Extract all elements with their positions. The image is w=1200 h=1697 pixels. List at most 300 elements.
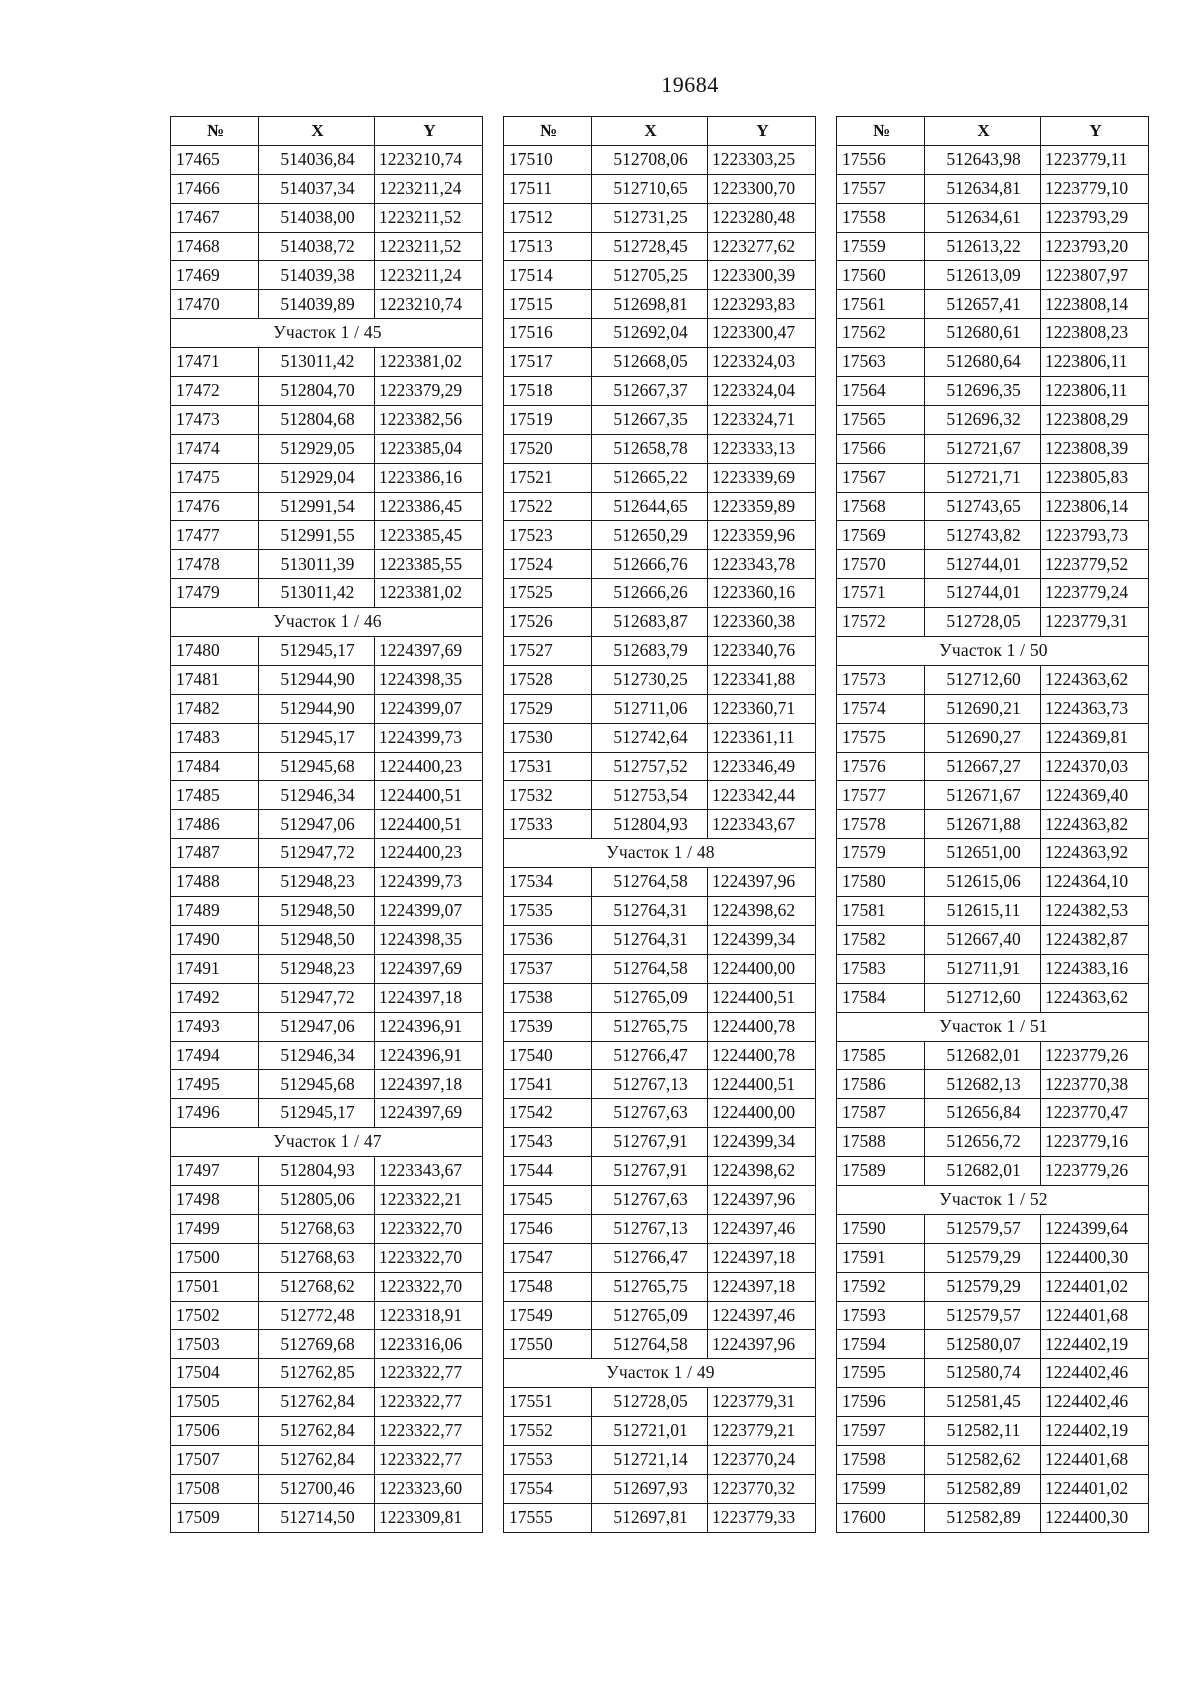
x-coordinate: 512579,29 — [925, 1272, 1041, 1301]
x-coordinate: 514036,84 — [259, 145, 375, 174]
table-row — [171, 1157, 483, 1186]
x-coordinate: 512767,13 — [592, 1070, 708, 1099]
y-coordinate: 1224399,07 — [375, 694, 483, 723]
y-coordinate: 1224399,34 — [708, 925, 816, 954]
point-number: 17511 — [504, 174, 592, 203]
page-number: 19684 — [661, 72, 719, 97]
y-coordinate: 1224382,53 — [1041, 897, 1149, 926]
table-row — [504, 348, 816, 377]
y-coordinate: 1223382,56 — [375, 405, 483, 434]
table-row — [171, 405, 483, 434]
x-coordinate: 512711,06 — [592, 694, 708, 723]
x-coordinate: 512634,61 — [925, 203, 1041, 232]
x-coordinate: 512804,70 — [259, 377, 375, 406]
y-coordinate: 1224400,30 — [1041, 1243, 1149, 1272]
x-coordinate: 514039,38 — [259, 261, 375, 290]
point-number: 17502 — [171, 1301, 259, 1330]
point-number: 17517 — [504, 348, 592, 377]
point-number: 17521 — [504, 463, 592, 492]
table-row — [837, 839, 1149, 868]
x-coordinate: 512714,50 — [259, 1503, 375, 1532]
coordinate-table-2 — [503, 116, 816, 1533]
column-header-number: № — [504, 117, 592, 146]
point-number: 17526 — [504, 608, 592, 637]
point-number: 17559 — [837, 232, 925, 261]
x-coordinate: 512634,81 — [925, 174, 1041, 203]
table-row — [837, 261, 1149, 290]
table-row — [171, 290, 483, 319]
y-coordinate: 1224398,62 — [708, 1157, 816, 1186]
x-coordinate: 512657,41 — [925, 290, 1041, 319]
table-row — [171, 637, 483, 666]
x-coordinate: 512945,17 — [259, 1099, 375, 1128]
table-row — [171, 983, 483, 1012]
x-coordinate: 512721,14 — [592, 1445, 708, 1474]
point-number: 17576 — [837, 752, 925, 781]
table-row — [837, 1359, 1149, 1388]
table-row — [837, 954, 1149, 983]
x-coordinate: 512700,46 — [259, 1474, 375, 1503]
point-number: 17490 — [171, 925, 259, 954]
point-number: 17555 — [504, 1503, 592, 1532]
table-row — [837, 319, 1149, 348]
y-coordinate: 1224401,68 — [1041, 1445, 1149, 1474]
table-row — [171, 463, 483, 492]
y-coordinate: 1224370,03 — [1041, 752, 1149, 781]
y-coordinate: 1224400,00 — [708, 954, 816, 983]
point-number: 17528 — [504, 665, 592, 694]
point-number: 17520 — [504, 434, 592, 463]
x-coordinate: 512804,93 — [592, 810, 708, 839]
table-row — [837, 377, 1149, 406]
x-coordinate: 514037,34 — [259, 174, 375, 203]
point-number: 17524 — [504, 550, 592, 579]
x-coordinate: 512582,89 — [925, 1503, 1041, 1532]
y-coordinate: 1223322,70 — [375, 1243, 483, 1272]
y-coordinate: 1223806,14 — [1041, 492, 1149, 521]
x-coordinate: 512667,37 — [592, 377, 708, 406]
y-coordinate: 1223343,67 — [375, 1157, 483, 1186]
y-coordinate: 1224397,96 — [708, 1330, 816, 1359]
table-row — [504, 1070, 816, 1099]
table-row — [504, 1012, 816, 1041]
y-coordinate: 1223322,77 — [375, 1388, 483, 1417]
x-coordinate: 512667,40 — [925, 925, 1041, 954]
y-coordinate: 1223309,81 — [375, 1503, 483, 1532]
y-coordinate: 1224400,78 — [708, 1041, 816, 1070]
y-coordinate: 1223346,49 — [708, 752, 816, 781]
point-number: 17580 — [837, 868, 925, 897]
point-number: 17493 — [171, 1012, 259, 1041]
x-coordinate: 512768,63 — [259, 1214, 375, 1243]
point-number: 17494 — [171, 1041, 259, 1070]
table-row — [837, 203, 1149, 232]
point-number: 17582 — [837, 925, 925, 954]
table-row — [837, 1503, 1149, 1532]
table-row — [504, 1157, 816, 1186]
x-coordinate: 512744,01 — [925, 579, 1041, 608]
point-number: 17471 — [171, 348, 259, 377]
x-coordinate: 512945,68 — [259, 1070, 375, 1099]
y-coordinate: 1224369,81 — [1041, 723, 1149, 752]
x-coordinate: 512947,72 — [259, 839, 375, 868]
y-coordinate: 1223359,96 — [708, 521, 816, 550]
x-coordinate: 512721,01 — [592, 1417, 708, 1446]
point-number: 17516 — [504, 319, 592, 348]
table-row — [837, 925, 1149, 954]
point-number: 17545 — [504, 1185, 592, 1214]
x-coordinate: 514038,72 — [259, 232, 375, 261]
y-coordinate: 1224399,34 — [708, 1128, 816, 1157]
table-row — [171, 1272, 483, 1301]
x-coordinate: 512765,09 — [592, 983, 708, 1012]
x-coordinate: 512696,35 — [925, 377, 1041, 406]
y-coordinate: 1223211,24 — [375, 261, 483, 290]
y-coordinate: 1223359,89 — [708, 492, 816, 521]
y-coordinate: 1223385,55 — [375, 550, 483, 579]
table-row — [171, 1474, 483, 1503]
x-coordinate: 512582,11 — [925, 1417, 1041, 1446]
section-title: Участок 1 / 45 — [171, 319, 483, 348]
table-row — [171, 434, 483, 463]
table-header-row — [171, 117, 483, 146]
table-row — [504, 897, 816, 926]
y-coordinate: 1223779,11 — [1041, 145, 1149, 174]
x-coordinate: 512768,62 — [259, 1272, 375, 1301]
y-coordinate: 1223808,23 — [1041, 319, 1149, 348]
x-coordinate: 512697,93 — [592, 1474, 708, 1503]
point-number: 17472 — [171, 377, 259, 406]
point-number: 17473 — [171, 405, 259, 434]
y-coordinate: 1223211,24 — [375, 174, 483, 203]
y-coordinate: 1224397,46 — [708, 1301, 816, 1330]
point-number: 17532 — [504, 781, 592, 810]
x-coordinate: 512929,04 — [259, 463, 375, 492]
x-coordinate: 512582,89 — [925, 1474, 1041, 1503]
y-coordinate: 1223360,71 — [708, 694, 816, 723]
point-number: 17495 — [171, 1070, 259, 1099]
x-coordinate: 512728,45 — [592, 232, 708, 261]
point-number: 17465 — [171, 145, 259, 174]
x-coordinate: 512656,72 — [925, 1128, 1041, 1157]
y-coordinate: 1223341,88 — [708, 665, 816, 694]
y-coordinate: 1223385,04 — [375, 434, 483, 463]
x-coordinate: 512682,13 — [925, 1070, 1041, 1099]
table-row — [837, 1330, 1149, 1359]
point-number: 17584 — [837, 983, 925, 1012]
x-coordinate: 512712,60 — [925, 983, 1041, 1012]
y-coordinate: 1223360,16 — [708, 579, 816, 608]
table-row — [171, 579, 483, 608]
table-row — [504, 1388, 816, 1417]
point-number: 17508 — [171, 1474, 259, 1503]
table-row — [171, 521, 483, 550]
table-row — [837, 752, 1149, 781]
x-coordinate: 512671,67 — [925, 781, 1041, 810]
table-row — [504, 810, 816, 839]
x-coordinate: 512712,60 — [925, 665, 1041, 694]
point-number: 17496 — [171, 1099, 259, 1128]
point-number: 17560 — [837, 261, 925, 290]
x-coordinate: 512765,75 — [592, 1012, 708, 1041]
section-title: Участок 1 / 50 — [837, 637, 1149, 666]
y-coordinate: 1223300,39 — [708, 261, 816, 290]
y-coordinate: 1224397,96 — [708, 868, 816, 897]
table-row — [504, 925, 816, 954]
x-coordinate: 512766,47 — [592, 1041, 708, 1070]
y-coordinate: 1223779,31 — [1041, 608, 1149, 637]
point-number: 17554 — [504, 1474, 592, 1503]
table-row — [171, 1503, 483, 1532]
x-coordinate: 512767,63 — [592, 1099, 708, 1128]
point-number: 17491 — [171, 954, 259, 983]
y-coordinate: 1224397,18 — [708, 1243, 816, 1272]
point-number: 17558 — [837, 203, 925, 232]
table-row — [504, 377, 816, 406]
section-row — [504, 839, 816, 868]
y-coordinate: 1223323,60 — [375, 1474, 483, 1503]
table-body — [837, 145, 1149, 1532]
y-coordinate: 1224400,78 — [708, 1012, 816, 1041]
x-coordinate: 512945,17 — [259, 637, 375, 666]
y-coordinate: 1223770,38 — [1041, 1070, 1149, 1099]
table-row — [171, 232, 483, 261]
y-coordinate: 1223806,11 — [1041, 348, 1149, 377]
table-row — [837, 1388, 1149, 1417]
table-row — [504, 1128, 816, 1157]
point-number: 17484 — [171, 752, 259, 781]
x-coordinate: 512766,47 — [592, 1243, 708, 1272]
table-row — [171, 665, 483, 694]
y-coordinate: 1223318,91 — [375, 1301, 483, 1330]
point-number: 17500 — [171, 1243, 259, 1272]
x-coordinate: 512579,57 — [925, 1214, 1041, 1243]
point-number: 17498 — [171, 1185, 259, 1214]
x-coordinate: 512764,58 — [592, 868, 708, 897]
x-coordinate: 512696,32 — [925, 405, 1041, 434]
table-row — [837, 521, 1149, 550]
table-body — [504, 145, 816, 1532]
table-row — [171, 1330, 483, 1359]
point-number: 17574 — [837, 694, 925, 723]
point-number: 17553 — [504, 1445, 592, 1474]
y-coordinate: 1223210,74 — [375, 290, 483, 319]
point-number: 17565 — [837, 405, 925, 434]
column-header-x: X — [592, 117, 708, 146]
table-row — [837, 1157, 1149, 1186]
table-row — [171, 1417, 483, 1446]
x-coordinate: 512671,88 — [925, 810, 1041, 839]
table-header-row — [837, 117, 1149, 146]
x-coordinate: 512728,05 — [925, 608, 1041, 637]
x-coordinate: 512944,90 — [259, 694, 375, 723]
y-coordinate: 1223293,83 — [708, 290, 816, 319]
column-header-y: Y — [708, 117, 816, 146]
table-row — [837, 983, 1149, 1012]
table-row — [504, 752, 816, 781]
y-coordinate: 1224398,35 — [375, 925, 483, 954]
point-number: 17466 — [171, 174, 259, 203]
point-number: 17552 — [504, 1417, 592, 1446]
x-coordinate: 512690,21 — [925, 694, 1041, 723]
x-coordinate: 514039,89 — [259, 290, 375, 319]
point-number: 17586 — [837, 1070, 925, 1099]
y-coordinate: 1223386,16 — [375, 463, 483, 492]
section-title: Участок 1 / 47 — [171, 1128, 483, 1157]
table-row — [504, 1214, 816, 1243]
table-row — [504, 1330, 816, 1359]
x-coordinate: 512708,06 — [592, 145, 708, 174]
point-number: 17492 — [171, 983, 259, 1012]
table-row — [171, 781, 483, 810]
x-coordinate: 512991,54 — [259, 492, 375, 521]
column-header-y: Y — [1041, 117, 1149, 146]
point-number: 17562 — [837, 319, 925, 348]
table-row — [504, 203, 816, 232]
table-row — [837, 723, 1149, 752]
x-coordinate: 512742,64 — [592, 723, 708, 752]
x-coordinate: 512656,84 — [925, 1099, 1041, 1128]
y-coordinate: 1223779,26 — [1041, 1157, 1149, 1186]
point-number: 17476 — [171, 492, 259, 521]
x-coordinate: 512683,79 — [592, 637, 708, 666]
point-number: 17587 — [837, 1099, 925, 1128]
x-coordinate: 512658,78 — [592, 434, 708, 463]
point-number: 17575 — [837, 723, 925, 752]
point-number: 17544 — [504, 1157, 592, 1186]
point-number: 17535 — [504, 897, 592, 926]
x-coordinate: 512757,52 — [592, 752, 708, 781]
table-row — [171, 897, 483, 926]
point-number: 17503 — [171, 1330, 259, 1359]
y-coordinate: 1224398,35 — [375, 665, 483, 694]
point-number: 17550 — [504, 1330, 592, 1359]
x-coordinate: 512580,74 — [925, 1359, 1041, 1388]
x-coordinate: 512762,84 — [259, 1388, 375, 1417]
point-number: 17514 — [504, 261, 592, 290]
coordinate-tables — [170, 116, 1148, 1576]
table-row — [171, 810, 483, 839]
point-number: 17475 — [171, 463, 259, 492]
y-coordinate: 1223361,11 — [708, 723, 816, 752]
y-coordinate: 1223779,52 — [1041, 550, 1149, 579]
y-coordinate: 1224402,19 — [1041, 1330, 1149, 1359]
point-number: 17467 — [171, 203, 259, 232]
point-number: 17557 — [837, 174, 925, 203]
y-coordinate: 1223210,74 — [375, 145, 483, 174]
table-row — [171, 174, 483, 203]
table-row — [171, 550, 483, 579]
point-number: 17485 — [171, 781, 259, 810]
point-number: 17541 — [504, 1070, 592, 1099]
table-row — [504, 781, 816, 810]
table-row — [171, 1243, 483, 1272]
y-coordinate: 1223322,70 — [375, 1214, 483, 1243]
point-number: 17578 — [837, 810, 925, 839]
x-coordinate: 512666,26 — [592, 579, 708, 608]
point-number: 17571 — [837, 579, 925, 608]
x-coordinate: 512705,25 — [592, 261, 708, 290]
point-number: 17470 — [171, 290, 259, 319]
y-coordinate: 1224397,18 — [375, 1070, 483, 1099]
x-coordinate: 512692,04 — [592, 319, 708, 348]
y-coordinate: 1223808,14 — [1041, 290, 1149, 319]
column-header-number: № — [171, 117, 259, 146]
table-row — [171, 261, 483, 290]
point-number: 17518 — [504, 377, 592, 406]
coordinate-table-1 — [170, 116, 483, 1533]
y-coordinate: 1223808,39 — [1041, 434, 1149, 463]
table-row — [171, 145, 483, 174]
section-row — [837, 1012, 1149, 1041]
table-row — [504, 665, 816, 694]
section-title: Участок 1 / 52 — [837, 1185, 1149, 1214]
point-number: 17487 — [171, 839, 259, 868]
point-number: 17509 — [171, 1503, 259, 1532]
y-coordinate: 1223211,52 — [375, 203, 483, 232]
table-row — [837, 1099, 1149, 1128]
x-coordinate: 512613,22 — [925, 232, 1041, 261]
y-coordinate: 1223779,26 — [1041, 1041, 1149, 1070]
y-coordinate: 1223808,29 — [1041, 405, 1149, 434]
x-coordinate: 512721,67 — [925, 434, 1041, 463]
y-coordinate: 1223360,38 — [708, 608, 816, 637]
table-row — [837, 897, 1149, 926]
point-number: 17549 — [504, 1301, 592, 1330]
point-number: 17527 — [504, 637, 592, 666]
x-coordinate: 512804,93 — [259, 1157, 375, 1186]
point-number: 17563 — [837, 348, 925, 377]
table-row — [171, 839, 483, 868]
y-coordinate: 1224363,62 — [1041, 983, 1149, 1012]
point-number: 17599 — [837, 1474, 925, 1503]
y-coordinate: 1224400,51 — [375, 781, 483, 810]
x-coordinate: 512730,25 — [592, 665, 708, 694]
table-row — [171, 1359, 483, 1388]
x-coordinate: 512948,50 — [259, 897, 375, 926]
y-coordinate: 1223280,48 — [708, 203, 816, 232]
section-title: Участок 1 / 48 — [504, 839, 816, 868]
point-number: 17585 — [837, 1041, 925, 1070]
x-coordinate: 512615,06 — [925, 868, 1041, 897]
x-coordinate: 512767,91 — [592, 1128, 708, 1157]
table-row — [504, 261, 816, 290]
table-row — [837, 434, 1149, 463]
table-row — [837, 174, 1149, 203]
table-row — [171, 1041, 483, 1070]
table-row — [504, 463, 816, 492]
y-coordinate: 1224383,16 — [1041, 954, 1149, 983]
y-coordinate: 1224397,46 — [708, 1214, 816, 1243]
table-row — [504, 637, 816, 666]
table-header-row — [504, 117, 816, 146]
y-coordinate: 1223340,76 — [708, 637, 816, 666]
table-row — [837, 1474, 1149, 1503]
section-row — [171, 1128, 483, 1157]
column-header-x: X — [259, 117, 375, 146]
x-coordinate: 512615,11 — [925, 897, 1041, 926]
table-row — [837, 232, 1149, 261]
y-coordinate: 1223343,67 — [708, 810, 816, 839]
table-row — [171, 1070, 483, 1099]
y-coordinate: 1224364,10 — [1041, 868, 1149, 897]
table-row — [171, 377, 483, 406]
y-coordinate: 1224397,18 — [708, 1272, 816, 1301]
y-coordinate: 1224382,87 — [1041, 925, 1149, 954]
table-row — [837, 868, 1149, 897]
y-coordinate: 1223277,62 — [708, 232, 816, 261]
point-number: 17548 — [504, 1272, 592, 1301]
